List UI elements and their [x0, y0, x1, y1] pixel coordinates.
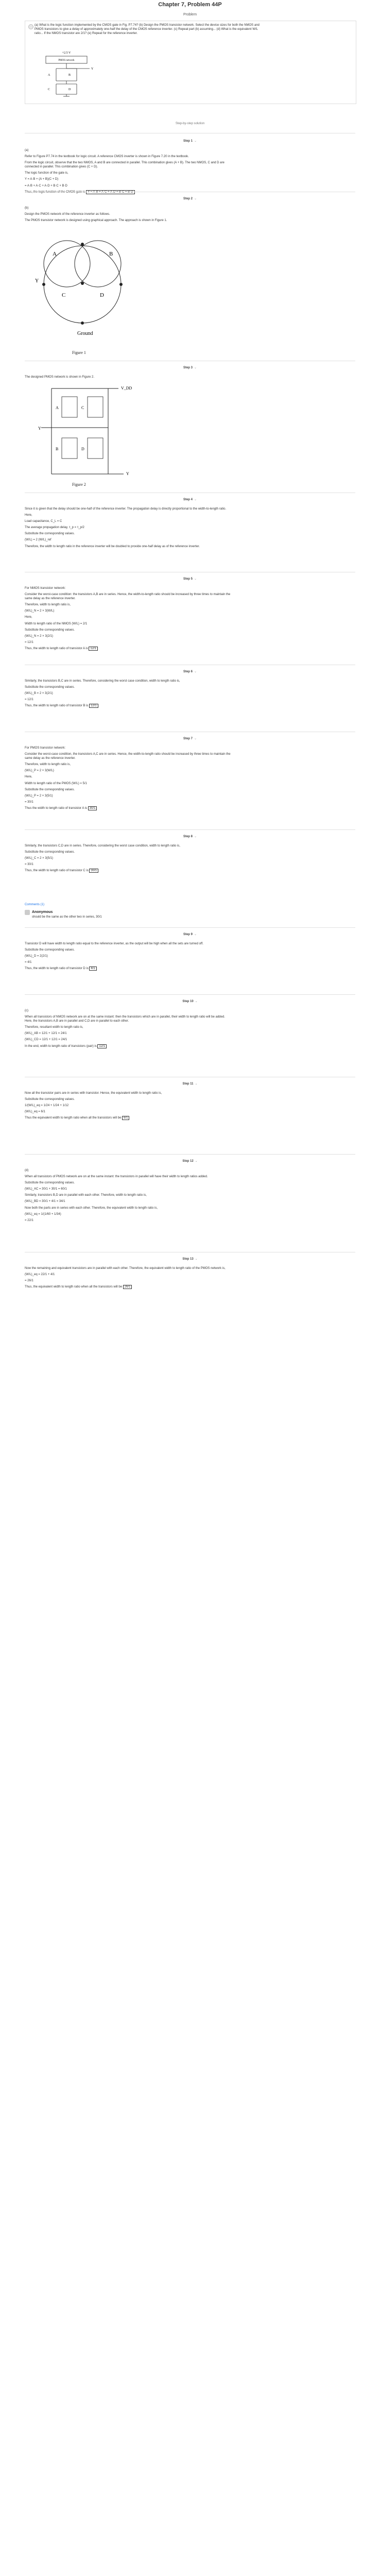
svg-text:D: D	[81, 447, 84, 451]
answer-box: 26/1	[123, 1285, 132, 1289]
chevron-down-icon: ⌄	[194, 197, 197, 200]
chevron-down-icon: ⌄	[195, 1082, 198, 1086]
question-text: (a) What is the logic function implemented by the CMOS gate in Fig. P7.74? (b) Design the PMOS transistor network. Select the device sizes for both the NMOS and PMOS transistors to give a delay of approximately one-half the delay of the CMOS reference inverter. (c) Repeat part (b) assuming... (d) What is the equivalent W/L ratio... If the NMOS transistor are 2/1? (e) Repeat for the reference inverter.	[34, 24, 260, 36]
answer-box: 12/1	[89, 704, 98, 708]
step-header[interactable]: Step 5 ⌄	[183, 578, 197, 581]
step-body: For PMOS transistor network: Consider the worst-case condition, the transistors A,C are in series. Hence, the width-to-length ratio should be increased by three times to maintain the same delay as the reference inverter. Therefore, width to length ratio is, (W/L)_P = 2 × 3(W/L) Here, Width to length ratio of the PMOS (W/L) = 5/1 Substitute the corresponding values. (W/L)_P = 2 × 3(5/1) = 30/1 Thus the width to length ratio of transistor A is 30/1	[25, 747, 231, 810]
step-header[interactable]: Step 12 ⌄	[182, 1160, 198, 1163]
chapter-title: Chapter 7, Problem 44P	[158, 2, 222, 8]
chevron-down-icon: ⌄	[194, 835, 197, 838]
figure1-caption: Figure 1	[72, 350, 86, 355]
figure2-pmos-network	[31, 381, 154, 479]
svg-text:B: B	[109, 251, 113, 257]
svg-text:V_DD: V_DD	[121, 386, 132, 391]
avatar	[25, 910, 30, 915]
step-body: Now the remaining and equivalent transistors are in parallel with each other. Therefore, the equivalent width to length ratio of the PMOS network is, (W/L)_eq = 22/1 + 4/1 = 26/1 Thus, the equivalent width to length ratio when all the transistors will be 26/1	[25, 1267, 226, 1289]
chevron-down-icon: ⌄	[194, 737, 197, 740]
step-header[interactable]: Step 2 ⌄	[183, 197, 197, 200]
chevron-down-icon: ⌄	[194, 366, 197, 369]
step-body: (d) When all transistors of PMOS network are on at the same instant: the transistors in parallel will have their width to length ratios added. Substitute the corresponding values. (W/L)_AC = 30/1 + 30/1 = 60/1 Similarly, transistors B,D are in parallel with each other. Therefore, width to length ratio is, (W/L)_BD = 30/1 + 4/1 = 34/1 Now both the parts are in series with each other. Therefore, the equivalent width to length ratio is, (W/L)_eq = 1/(1/60 + 1/34) = 22/1	[25, 1169, 208, 1222]
answer-box: 12/1	[89, 647, 98, 651]
chevron-down-icon: ⌄	[195, 1000, 198, 1003]
divider	[25, 994, 355, 995]
step-body: Now all the transistor pairs are in series with transistor. Hence, the equivalent width to length ratio is, Substitute the corresponding values. 1/(W/L)_eq = 1/24 + 1/24 + 1/12 (W/L)_eq = 6/1 Thus the equivalent width to length ratio when all the transistors will be 6/1	[25, 1092, 162, 1120]
answer-box: 30/1	[88, 806, 97, 810]
answer-box: 12/1	[97, 1044, 107, 1048]
svg-text:Y: Y	[35, 278, 39, 284]
divider	[25, 927, 355, 928]
question-card	[25, 21, 356, 104]
step-body: Similarly, the transistors C,D are in series. Therefore, considering the worst case condition, width to length ratio is, Substitute the corresponding values. (W/L)_C = 2 × 3(5/1) = 30/1 Thus, the width to length ratio of transistor C is 30/1	[25, 844, 180, 873]
chevron-down-icon: ⌄	[194, 933, 197, 936]
answer-box: 4/1	[89, 967, 96, 971]
step-header[interactable]: Step 1 ⌄	[183, 140, 197, 143]
step-body: (b) Design the PMOS network of the reference inverter as follows. The PMOS transistor network is designed using graphical approach. The approach is shown in Figure 1.	[25, 207, 167, 223]
divider	[25, 829, 355, 830]
output-y-label: Y	[91, 67, 94, 71]
svg-text:Y: Y	[38, 426, 41, 431]
chevron-down-icon: ⌄	[195, 1258, 198, 1261]
comment	[25, 910, 231, 923]
svg-text:Ground: Ground	[77, 331, 93, 336]
comment-text: should be the same as the other two in series, 30/1	[32, 916, 102, 919]
figure1-graph	[31, 233, 134, 346]
chevron-down-icon: ⌄	[194, 140, 197, 143]
input-d-label: D	[68, 88, 71, 91]
step-body: Similarly, the transistors B,C are in series. Therefore, considering the worst case condition, width to length ratio is, Substitute the corresponding values. (W/L)_B = 2 × 3(2/1) = 12/1 Thus, the width to length ratio of transistor B is 12/1	[25, 680, 180, 708]
svg-text:C: C	[62, 292, 66, 298]
pmos-network-label: PMOS network	[58, 59, 75, 62]
chevron-down-icon: ⌄	[194, 498, 197, 501]
divider	[25, 1154, 355, 1155]
step-header[interactable]: Step 9 ⌄	[183, 933, 197, 936]
svg-text:A: A	[53, 251, 57, 257]
step-header[interactable]: Step 4 ⌄	[183, 498, 197, 501]
svg-text:B: B	[56, 447, 59, 451]
step-by-step-label: Step-by-step solution	[175, 122, 205, 125]
comment-author: Anonymous	[32, 910, 53, 914]
answer-box: 30/1	[89, 869, 98, 873]
step-header[interactable]: Step 8 ⌄	[183, 835, 197, 838]
figure2-caption: Figure 2	[72, 482, 86, 487]
vdd-label: +2.5 V	[62, 52, 71, 55]
svg-text:D: D	[100, 292, 104, 298]
comments-link[interactable]: Comments (1)	[25, 903, 45, 906]
step-body: (c) When all transistors of NMOS network are on at the same instant: then the transistors which are in parallel, their width to length ratio will be added. Here, the transistors A,B are in parallel and C,D are in parallel to each other. Therefore, resultant width to length ratio is, (W/L)_AB = 12/1 + 12/1 = 24/1 (W/L)_CD = 12/1 + 12/1 = 24/1 In the end, width to length ratio of transistors (pair) is 12/1	[25, 1009, 225, 1048]
step-body: Transistor D will have width to length ratio equal to the reference inverter, as the output will be high when all the sets are turned off. Substitute the corresponding values. (W/L)_D = 2(2/1) = 4/1 Thus, the width to length ratio of transistor D is 4/1	[25, 942, 203, 971]
step-body: For NMOS transistor network: Consider the worst-case condition: the transistors A,B are in series. Hence, the width-to-length ratio should be increased by three times to maintain the same delay as the reference inverter. Therefore, width to length ratio is, (W/L)_N = 2 × 3(W/L) Here, Width to length ratio of the NMOS (W/L) = 2/1 Substitute the corresponding values. (W/L)_N = 2 × 3(2/1) = 12/1 Thus, the width to length ratio of transistor A is 12/1	[25, 587, 231, 650]
step-header[interactable]: Step 3 ⌄	[183, 366, 197, 369]
question-icon	[28, 24, 33, 29]
step-header[interactable]: Step 11 ⌄	[182, 1082, 198, 1086]
svg-text:A: A	[56, 405, 59, 410]
chevron-down-icon: ⌄	[194, 670, 197, 673]
step-body: Since it is given that the delay should be one-half of the reference inverter. The propagation delay is directly proportional to the width-to-length ratio. Here, Load capacitance, C_L = C The average propagation delay, τ_p = τ_p/2 Substitute the corresponding values. (W/L) = 2 (W/L)_ref Therefore, the width to length ratio in the reference inverter will be doubled to provide one-half delay as of the reference inverter.	[25, 507, 227, 548]
input-b-label: B	[68, 74, 71, 77]
problem-label: Problem	[183, 13, 197, 16]
answer-box: 6/1	[122, 1116, 129, 1120]
chevron-down-icon: ⌄	[194, 578, 197, 581]
input-c-label: C	[48, 88, 50, 91]
input-a-label: A	[48, 74, 50, 77]
step-header[interactable]: Step 6 ⌄	[183, 670, 197, 673]
step-body: The designed PMOS network is shown in Figure 2.	[25, 376, 95, 379]
step-header[interactable]: Step 7 ⌄	[183, 737, 197, 740]
step-body: (a) Refer to Figure P7.74 in the textbook for logic circuit. A reference CMOS inverter is shown in Figure 7.20 in the textbook. From the logic circuit, observe that the two NMOS, A and B are connected in parallel. This combination gives (A + B). The two NMOS, C and D are connected in parallel. This combination gives (C + D). The logic function of the gate is, Y = A·B + (A + B)(C + D) = A·B + A·C + A·D + B·C + B·D	[25, 148, 231, 196]
svg-text:C: C	[81, 405, 84, 410]
step-header[interactable]: Step 13 ⌄	[182, 1258, 198, 1261]
step-header[interactable]: Step 10 ⌄	[182, 1000, 198, 1003]
chevron-down-icon: ⌄	[195, 1160, 198, 1163]
question-circuit-diagram	[36, 50, 97, 98]
svg-text:Y: Y	[126, 471, 129, 476]
